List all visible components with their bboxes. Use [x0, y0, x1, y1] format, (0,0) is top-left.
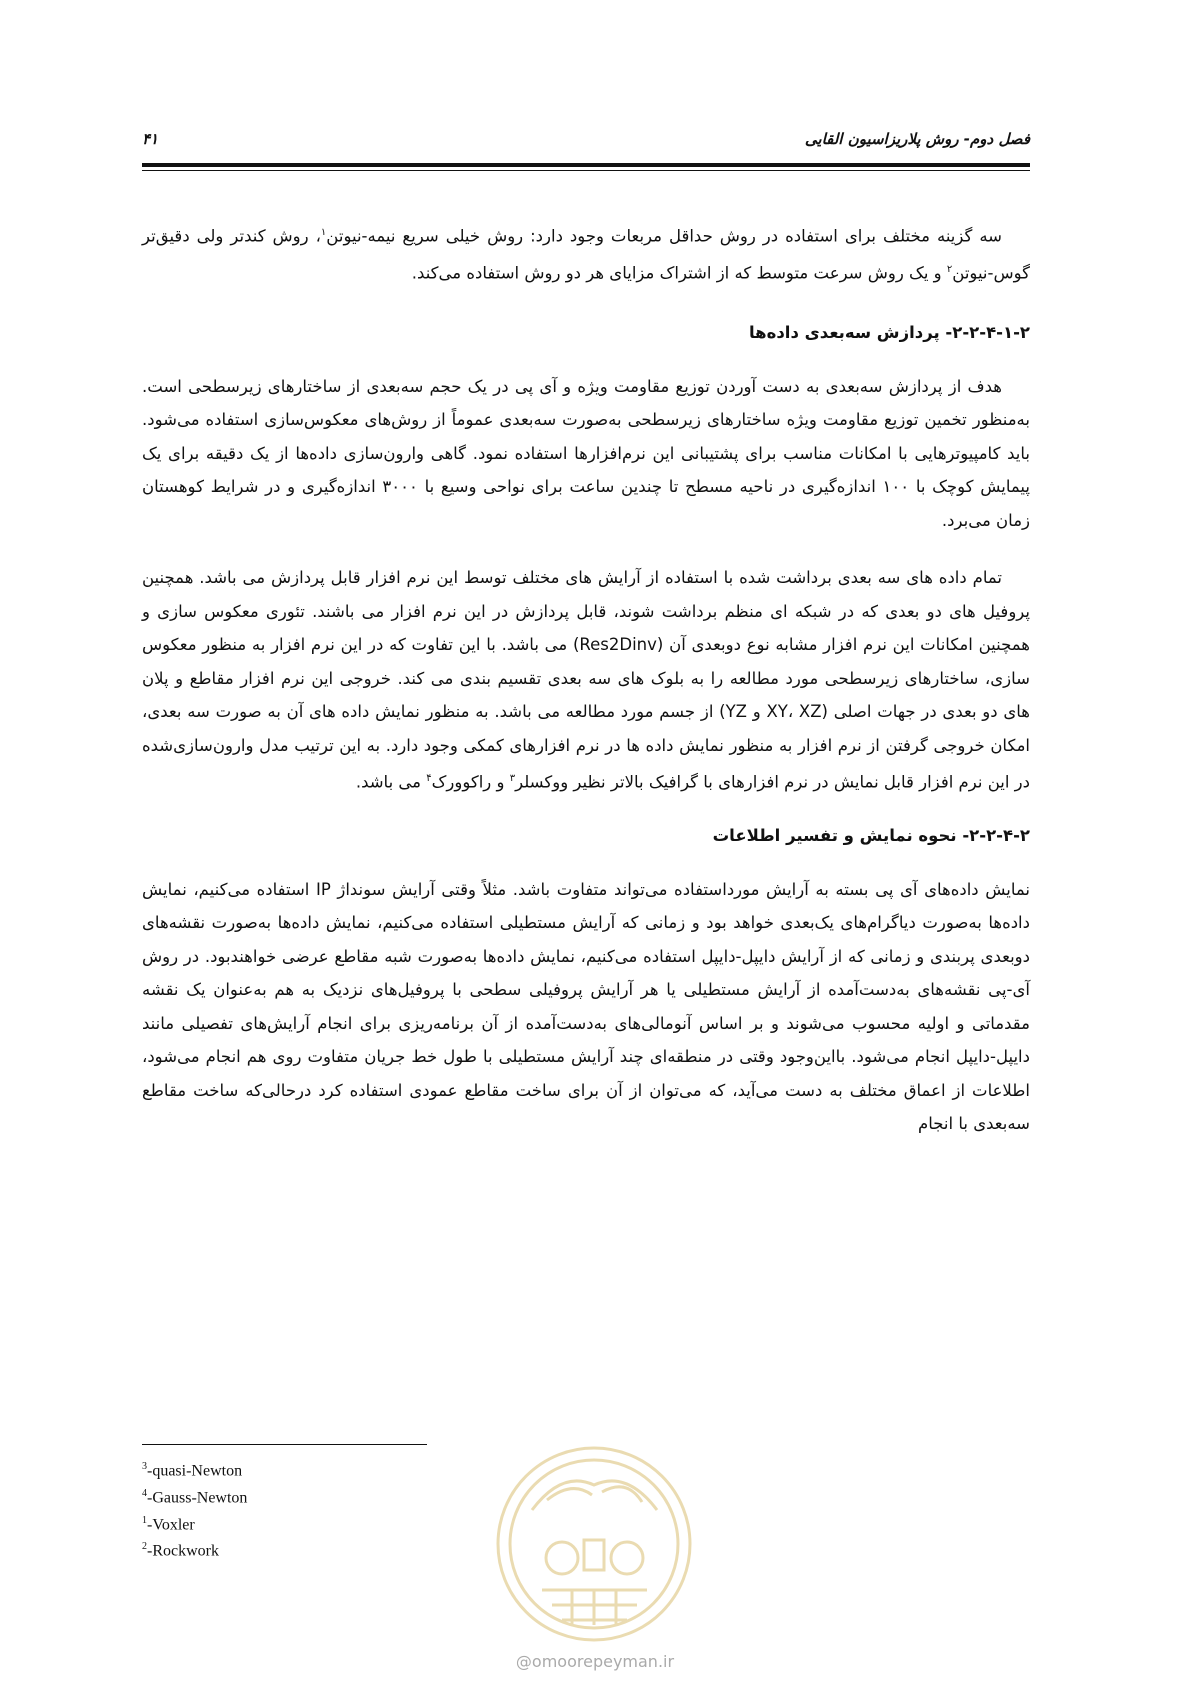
paragraph-least-squares: سه گزینه مختلف برای استفاده در روش حداقل مربعات وجود دارد: روش خیلی سریع نیمه-نیوتن$^۱$، روش کندتر ولی دقیق‌تر گوس-نیوتن$^۲$ و یک روش سرعت متوسط که از اشتراک مزایای هر دو روش استفاده می‌کند. — [142, 226, 1030, 283]
page-header — [142, 130, 1030, 154]
section-heading-display: ۲-۲-۴-۲- نحوه نمایش و تفسیر اطلاعات — [712, 826, 1030, 845]
footnote-ref-4: ۴ — [426, 773, 432, 784]
footnote-item: $^3$-quasi-Newton — [142, 1461, 243, 1480]
page-number: ۴۱ — [142, 130, 159, 148]
watermark-site: @omoorepeyman.ir — [515, 1652, 675, 1671]
paragraph-3d-processing: هدف از پردازش سه‌بعدی به دست آوردن توزیع مقاومت ویژه و آی پی در یک حجم سه‌بعدی از ساختارهای زیرسطحی است. به‌منظور تخمین توزیع مقاومت ویژه ساختارهای زیرسطحی به‌صورت سه‌بعدی عموماً از روش‌های معکوس‌سازی استفاده می‌شود. باید کامپیوترهایی با امکانات مناسب برای پشتیبانی این نرم‌افزارها استفاده نمود. گاهی وارون‌سازی داده‌ها از یک دقیقه برای یک پیمایش کوچک با ۱۰۰ اندازه‌گیری در ناحیه مسطح تا چندین ساعت برای نواحی وسیع با ۳۰۰۰ اندازه‌گیری و در شرایط کوهستان زمان می‌برد. — [142, 376, 1030, 530]
paragraph-3d-software: تمام داده های سه بعدی برداشت شده با استفاده از آرایش های مختلف توسط این نرم افزار قابل پردازش می باشد. همچنین پروفیل های دو بعدی که در شبکه ای منظم برداشت شوند، قابل پردازش در این نرم افزار می باشند. تئوری معکوس سازی و همچنین امکانات این نرم افزار مشابه نوع دوبعدی آن (Res2Dinv) می باشد. با این تفاوت که در این نرم افزار به منظور معکوس سازی، ساختارهای زیرسطحی مورد مطالعه را به بلوک های سه بعدی تقسیم بندی می کند. خروجی این نرم افزار مقاطع و پلان های دو بعدی در جهات اصلی (XY، XZ و YZ) از جسم مورد مطالعه می باشد. به منظور نمایش داده های آن به صورت سه بعدی، امکان خروجی گرفتن از نرم افزار به منظور نمایش داده ها در نرم افزارهای کمکی وجود دارد. به این ترتیب مدل وارون‌سازی‌شده در این نرم افزار قابل نمایش در نرم افزارهای با گرافیک بالاتر نظیر ووکسلر$^۳$ و راکوورک$^۴$ می باشد. — [142, 568, 1030, 792]
footnote-ref-1: ۱ — [320, 227, 327, 238]
footnote-item: $^1$-Voxler — [142, 1514, 195, 1533]
footnotes — [142, 1456, 247, 1563]
footnote-item: $^2$-Rockwork — [142, 1541, 219, 1560]
section-heading-3d-processing: ۲-۲-۴-۱-۲- پردازش سه‌بعدی داده‌ها — [748, 323, 1030, 342]
footnote-item: $^4$-Gauss-Newton — [142, 1487, 248, 1507]
footnote-separator — [142, 1444, 427, 1445]
watermark-seal-icon — [492, 1440, 697, 1648]
paragraph-display: نمایش داده‌های آی پی بسته به آرایش مورداستفاده می‌تواند متفاوت باشد. مثلاً وقتی آرایش سونداژ IP استفاده می‌کنیم، نمایش داده‌ها به‌صورت دیاگرام‌های یک‌بعدی خواهد بود و زمانی که آرایش مستطیلی استفاده می‌کنیم، نمایش داده‌ها به‌صورت نقشه‌های دوبعدی پربندی و زمانی که از آرایش دایپل-دایپل استفاده می‌کنیم، نمایش داده‌ها به‌صورت شبه مقاطع عرضی خواهندبود. در روش آی-پی نقشه‌های به‌دست‌آمده از آرایش مستطیلی یا هر آرایش پروفیلی سطحی با پروفیل‌های نزدیک به هم به‌عنوان یک نقشه مقدماتی و اولیه محسوب می‌شوند و بر اساس آنومالی‌های به‌دست‌آمده از آن برنامه‌ریزی برای انجام آرایش‌های تفصیلی مانند دایپل-دایپل انجام می‌شود. بااین‌وجود وقتی در منطقه‌ای چند آرایش مستطیلی با طول خط جریان متفاوت روی هم انجام می‌شود، اطلاعات از اعماق مختلف به دست می‌آید، که می‌توان از آن برای ساخت مقاطع عمودی استفاده کرد درحالی‌که ساخت مقاطع سه‌بعدی با انجام — [142, 879, 1030, 1133]
footnote-ref-2: ۲ — [946, 264, 953, 275]
footnote-ref-3: ۳ — [509, 773, 516, 784]
watermark-at-icon: @ — [515, 1652, 532, 1671]
header-rule-thick — [142, 163, 1030, 167]
chapter-title: فصل دوم- روش پلاریزاسیون القایی — [804, 130, 1030, 148]
header-rule-thin — [142, 170, 1030, 171]
main-content — [142, 216, 1030, 1141]
